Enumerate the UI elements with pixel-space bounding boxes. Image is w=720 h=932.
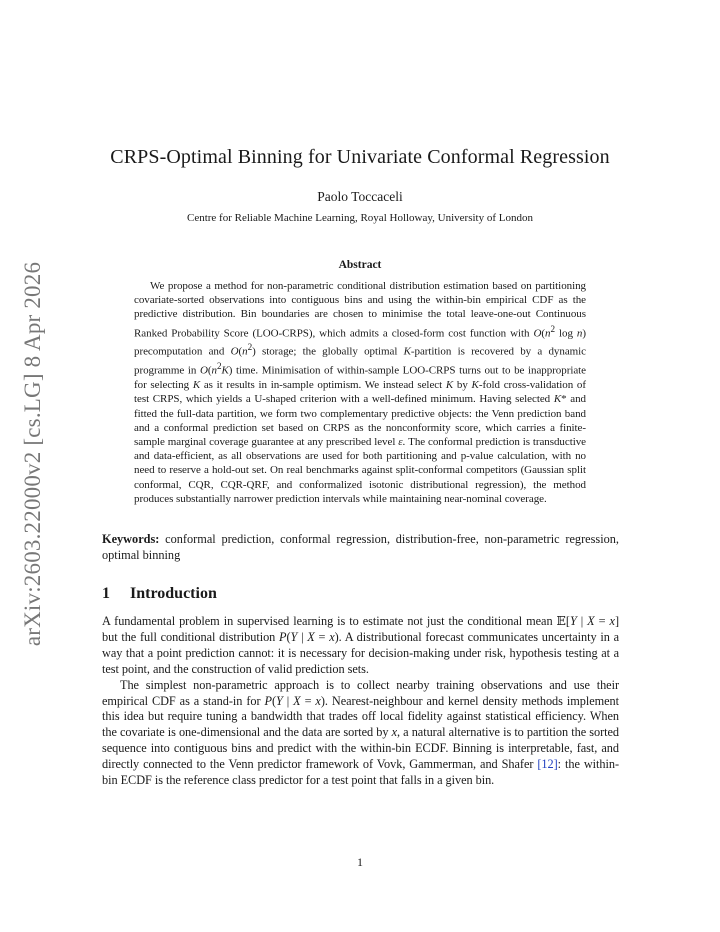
paragraph: The simplest non-parametric approach is to collect nearby training observations and use their empirical CDF as a stand-in for P(Y | X = x). Nearest-neighbour and kernel density methods implement this idea but require tuning a bandwidth that trades off local fidelity against statistical efficiency. When the covariate is one-dimensional and the data are sorted by x, a natural alternative is to partition the sorted sequence into contiguous bins and predict with the within-bin ECDF. Binning is interpretable, fast, and directly connected to the Venn predictor framework of Vovk, Gammerman, and Shafer [12]: the within-bin ECDF is the reference class predictor for a test point that falls in a given bin.	[102, 677, 619, 788]
keywords-label: Keywords:	[102, 532, 160, 546]
keywords-list: conformal prediction, conformal regression, distribution-free, non-parametric regression, optimal binning	[102, 532, 619, 562]
author-name: Paolo Toccaceli	[317, 189, 403, 204]
section-heading	[102, 585, 217, 603]
arxiv-identifier-sidebar	[18, 261, 48, 647]
paragraph: A fundamental problem in supervised learning is to estimate not just the conditional mean 𝔼[Y | X = x] but the full conditional distribution P(Y | X = x). A distributional forecast communicates uncertainty in a way that a point prediction cannot: it is necessary for decision-making under risk, hypothesis testing at a test point, and the construction of valid prediction sets.	[102, 614, 620, 676]
keywords	[102, 531, 619, 563]
section-title: Introduction	[130, 585, 217, 602]
author-affiliation: Centre for Reliable Machine Learning, Royal Holloway, University of London	[186, 212, 533, 224]
section-body	[102, 614, 619, 789]
paper-title: CRPS-Optimal Binning for Univariate Conformal Regression	[110, 146, 610, 168]
arxiv-identifier-text: arXiv:2603.22000v2 [cs.LG] 8 Apr 2026	[20, 261, 45, 647]
abstract-heading: Abstract	[338, 259, 382, 271]
section-number: 1	[102, 585, 110, 602]
citation-link[interactable]: [12]	[537, 757, 558, 772]
abstract-text: We propose a method for non-parametric conditional distribution estimation based on partitioning covariate-sorted observations into contiguous bins and using the within-bin empirical CDF as the predictive distribution. Bin boundaries are chosen to minimise the total leave-one-out Continuous Ranked Probability Score (LOO-CRPS), which admits a closed-form cost function with $O(n^2$ log n) precomputation and $O(n^2)$ storage; the globally optimal K-partition is recovered by a dynamic programme in $O(n^2K)$ time. Minimisation of within-sample LOO-CRPS turns out to be inappropriate for selecting K as it results in in-sample optimism. We instead select K by K-fold cross-validation of test CRPS, which yields a U-shaped criterion with a well-defined minimum. Having selected K* and fitted the full-data partition, we form two complementary predictive objects: the Venn prediction band and a conformal prediction set based on CRPS as the nonconformity score, which carries a finite-sample marginal coverage guarantee at any prescribed level ε. The conformal prediction is transductive and data-efficient, as all observations are used for both partitioning and p-value calculation, with no need to reserve a hold-out set. On real benchmarks against split-conformal competitors (Gaussian split conformal, CQR, CQR-QRF, and conformalized isotonic distributional regression), the method produces substantially narrower prediction intervals while maintaining near-nominal coverage.	[134, 280, 586, 505]
page-number: 1	[357, 855, 363, 869]
